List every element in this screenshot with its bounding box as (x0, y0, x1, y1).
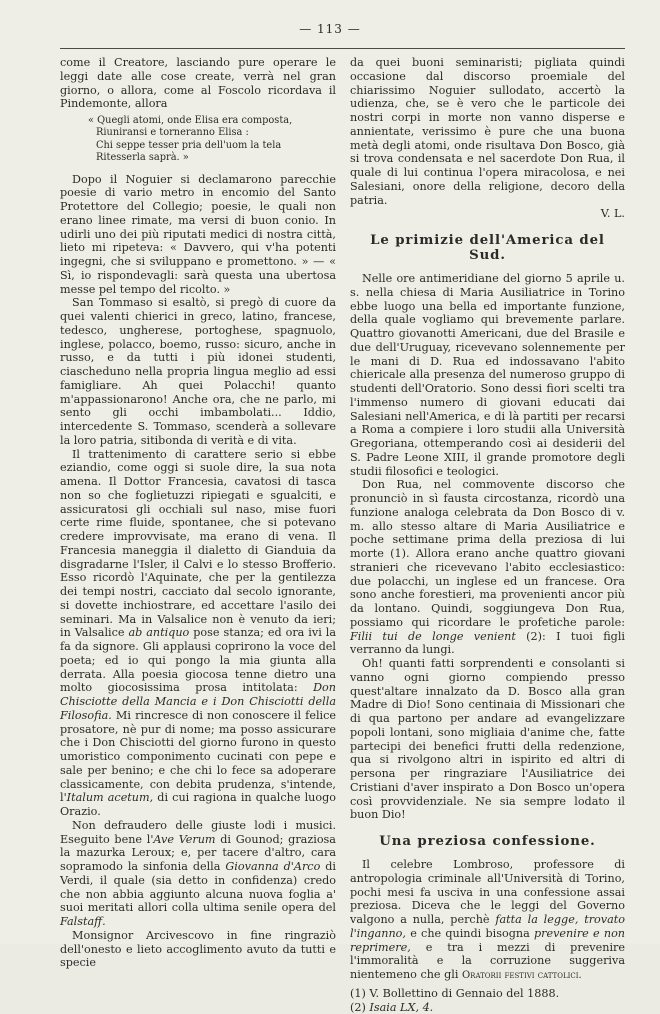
article-title: Una preziosa confessione. (350, 834, 625, 849)
verse-quote (88, 115, 336, 165)
paragraph: San Tommaso si esaltò, si pregò di cuore da quei valenti chierici in greco, latino, francese, tedesco, ungherese, portoghese, spagnuolo, inglese, polacco, boemo, russo: sicuro, anche in russo, e da tutti i più idonei studenti, ciascheduno nella propria lingua meglio ad essi famigliare. Ah quei Polacchi! quanto m'appassionarono! Anche ora, che ne parlo, mi sento gli occhi imbambolati... Iddio, intercedente S. Tommaso, scenderà a sollevare la loro patria, sitibonda di verità e di vita. (60, 296, 336, 447)
verse-line: « Quegli atomi, onde Elisa era composta, (88, 115, 336, 127)
paragraph: Il trattenimento di carattere serio si ebbe eziandio, come oggi si suole dire, la sua nota amena. Il Dottor Francesia, cavatosi di tasca non so che foglietuzzi ripiegati e sgualciti, e assicuratosi gli occhiali sul naso, mise fuori certe rime fluide, spontanee, che si potevano credere improvvisate, ma erano di vena. Il Francesia maneggia il dialetto di Gianduia da disgradarne l'Isler, il Calvi e lo stesso Brofferio. Esso ricordò l'Aquinate, che per la gentilezza dei tempi nostri, cacciato dal secolo ignorante, si dovette inchiostrare, ed accettare l'asilo dei seminari. Ma in Valsalice non è venuto da ieri; in Valsalice ab antiquo pose stanza; ed ora ivi la fa da signore. Gli applausi coprirono la voce del poeta; ed io qui pongo la mia giunta alla derrata. Alla poesia giocosa tenne dietro una molto giocosissima prosa intitolata: Don Chisciotte della Mancia e i Don Chisciotti della Filosofia. Mi rincresce di non conoscere il felice prosatore, nè pur di nome; ma posso assicurare che i Don Chisciotti del giorno furono in questo umoristico componimento cucinati con pepe e sale per benino; e che chi lo fece sa adoperare classicamente, con debita prudenza, s'intende, l'Italum acetum, di cui ragiona in qualche luogo Orazio. (60, 448, 336, 819)
verse-line: Riuniransi e torneranno Elisa : (88, 127, 336, 139)
paragraph: Non defraudero delle giuste lodi i musici. Eseguito bene l'Ave Verum di Gounod; graziosa la mazurka Leroux; e, per tacere d'altro, cara sopramodo la sinfonia della Giovanna d'Arco di Verdi, il quale (sia detto in confidenza) credo che non abbia aggiunto alcuna nuova foglia a' suoi meritati allori colla ultima senile opera del Falstaff. (60, 819, 336, 929)
paragraph: Dopo il Noguier si declamarono parecchie poesie di vario metro in encomio del Santo Protettore del Collegio; poesie, le quali non erano linee rimate, ma versi di buon conio. In udirli uno dei più riputati medici di nostra città, lieto mi ripeteva: « Davvero, qui v'ha potenti ingegni, che si sviluppano e promettono. » — « Sì, io rispondevagli: sarà questa una ubertosa messe pel tempo del ricolto. » (60, 173, 336, 297)
paragraph: da quei buoni seminaristi; pigliata quindi occasione dal discorso proemiale del chiarissimo Noguier sullodato, accertò la udienza, che, se è vero che le particole dei nostri corpi in morte non vanno disperse e annientate, verissimo è pure che una buona metà degli atomi, onde risultava Don Bosco, già si trova condensata e nel sacerdote Don Rua, il quale di lui continua l'opera miracolosa, e nei Salesiani, onore della religione, decoro della patria. (350, 56, 625, 207)
signature: V. L. (350, 207, 625, 221)
paragraph: Nelle ore antimeridiane del giorno 5 aprile u. s. nella chiesa di Maria Ausiliatrice in Torino ebbe luogo una bella ed importante funzione, della quale vogliamo qui brevemente parlare. Quattro giovanotti Americani, due del Brasile e due dell'Uruguay, ricevevano solennemente per le mani di D. Rua ed indossavano l'abito chiericale alla presenza del numeroso gruppo di studenti dell'Oratorio. Sono dessi fiori scelti tra l'immenso numero di giovani educati dai Salesiani nell'America, e di là partiti per recarsi a Roma a compiere i loro studii alla Università Gregoriana, ottemperando così ai desiderii del S. Padre Leone XIII, il grande promotore degli studii filosofici e teologici. (350, 272, 625, 478)
right-column (350, 56, 625, 1014)
header-rule (60, 48, 625, 49)
paragraph: Monsignor Arcivescovo in fine ringraziò dell'onesto e lieto accoglimento avuto da tutti e specie (60, 929, 336, 970)
paragraph: Don Rua, nel commovente discorso che pronunciò in sì fausta circostanza, ricordò una funzione analoga celebrata da Don Bosco di v. m. allo stesso altare di Maria Ausiliatrice e poche settimane prima della preziosa di lui morte (1). Allora erano anche quattro giovani stranieri che ricevevano l'abito ecclesiastico: due polacchi, un inglese ed un francese. Ora sono anche forestieri, ma provenienti ancor più da lontano. Quindi, soggiungeva Don Rua, possiamo qui ricordare le profetiche parole: Filii tui de longe venient (2): I tuoi figli verranno da lungi. (350, 478, 625, 657)
page-number: — 113 — (0, 22, 660, 36)
article-title: Le primizie dell'America del Sud. (350, 233, 625, 263)
verse-line: Ritesserla saprà. » (88, 152, 336, 164)
verse-line: Chi seppe tesser pria dell'uom la tela (88, 140, 336, 152)
paragraph: Oh! quanti fatti sorprendenti e consolanti si vanno ogni giorno compiendo presso quest'altare innalzato da D. Bosco alla gran Madre di Dio! Sono centinaia di Missionari che di qua partono per andare ad evangelizzare popoli lontani, sono migliaia d'anime che, fatte partecipi dei benefici frutti della redenzione, qua si rivolgono altri in ispirito ed altri di persona per ringraziare l'Ausiliatrice dei Cristiani d'aver inspirato a Don Bosco un'opera così provvidenziale. Ne sia sempre lodato il buon Dio! (350, 657, 625, 822)
footnote: (1) V. Bollettino di Gennaio del 1888. (350, 987, 625, 1001)
footnotes (350, 987, 625, 1014)
paragraph: come il Creatore, lasciando pure operare le leggi date alle cose create, verrà nel gran giorno, o allora, come al Foscolo ricordava il Pindemonte, allora (60, 56, 336, 111)
paragraph: Il celebre Lombroso, professore di antropologia criminale all'Università di Torino, pochi mesi fa usciva in una confessione assai preziosa. Diceva che le leggi del Governo valgono a nulla, perchè fatta la legge, trovato l'inganno, e che quindi bisogna prevenire e non reprimere, e tra i mezzi di prevenire l'immoralità e la corruzione suggeriva nientemeno che gli Oratorii festivi cattolici. (350, 858, 625, 983)
left-column (60, 56, 336, 970)
footnote: (2) Isaia LX, 4. (350, 1001, 625, 1014)
